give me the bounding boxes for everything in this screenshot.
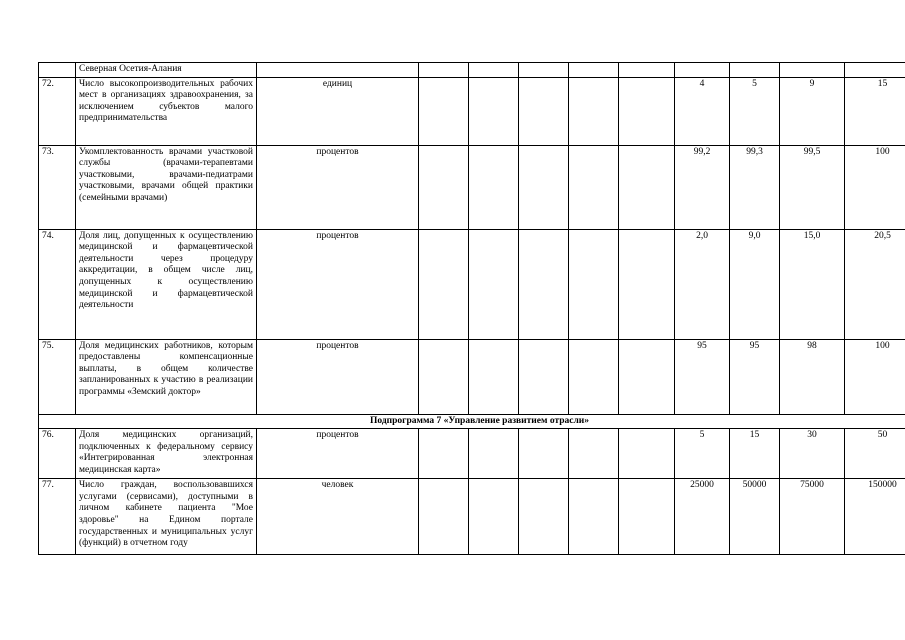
value-cell: 100 [845,145,905,229]
indicator-name: Число граждан, воспользовавшихся услугами (сервисами), доступными в личном кабинете пациента "Мое здоровье" на Едином портале государственных и муниципальных услуг (функций) в отчетном году [76,479,257,555]
indicators-table [38,62,905,555]
value-cell: 100 [845,339,905,414]
value-cell: 9,0 [730,229,780,339]
row-number: 72. [39,77,76,145]
row-number: 76. [39,429,76,479]
row-number: 74. [39,229,76,339]
table-row [39,429,905,479]
indicator-name: Доля лиц, допущенных к осуществлению медицинской и фармацевтической деятельности через процедуру аккредитации, в общем числе лиц, допущенных к осуществлению медицинской и фармацевтической деятельности [76,229,257,339]
value-cell: 5 [675,429,730,479]
value-cell: 95 [675,339,730,414]
value-cell: 99,3 [730,145,780,229]
row-number: 73. [39,145,76,229]
value-cell: 15,0 [780,229,845,339]
table-row [39,145,905,229]
value-cell: 99,2 [675,145,730,229]
indicator-name: Доля медицинских работников, которым предоставлены компенсационные выплаты, в общем количестве запланированных к участию в реализации программы «Земский доктор» [76,339,257,414]
row-number: 77. [39,479,76,555]
table-row [39,479,905,555]
indicator-name: Число высокопроизводительных рабочих мест в организациях здравоохранения, за исключением субъектов малого предпринимательства [76,77,257,145]
value-cell: 15 [845,77,905,145]
table-row [39,339,905,414]
table-body [39,63,905,555]
table-row [39,229,905,339]
value-cell: 9 [780,77,845,145]
value-cell: 75000 [780,479,845,555]
unit-cell: единиц [257,77,419,145]
subprogram-heading: Подпрограмма 7 «Управление развитием отрасли» [39,414,905,429]
value-cell: 99,5 [780,145,845,229]
value-cell: 4 [675,77,730,145]
value-cell: 15 [730,429,780,479]
unit-cell: человек [257,479,419,555]
value-cell: 50000 [730,479,780,555]
value-cell: 98 [780,339,845,414]
value-cell: 50 [845,429,905,479]
unit-cell: процентов [257,145,419,229]
unit-cell: процентов [257,229,419,339]
value-cell: 95 [730,339,780,414]
table-row [39,77,905,145]
indicator-name: Доля медицинских организаций, подключенных к федеральному сервису «Интегрированная электронная медицинская карта» [76,429,257,479]
unit-cell: процентов [257,429,419,479]
region-label: Северная Осетия-Алания [76,63,257,78]
indicator-name: Укомплектованность врачами участковой службы (врачами-терапевтами участковыми, врачами-педиатрами участковыми, врачами общей практики (семейными врачами) [76,145,257,229]
value-cell: 5 [730,77,780,145]
value-cell: 20,5 [845,229,905,339]
row-number: 75. [39,339,76,414]
table-row [39,63,905,78]
value-cell: 30 [780,429,845,479]
table-row [39,414,905,429]
value-cell: 150000 [845,479,905,555]
value-cell: 25000 [675,479,730,555]
value-cell: 2,0 [675,229,730,339]
unit-cell: процентов [257,339,419,414]
